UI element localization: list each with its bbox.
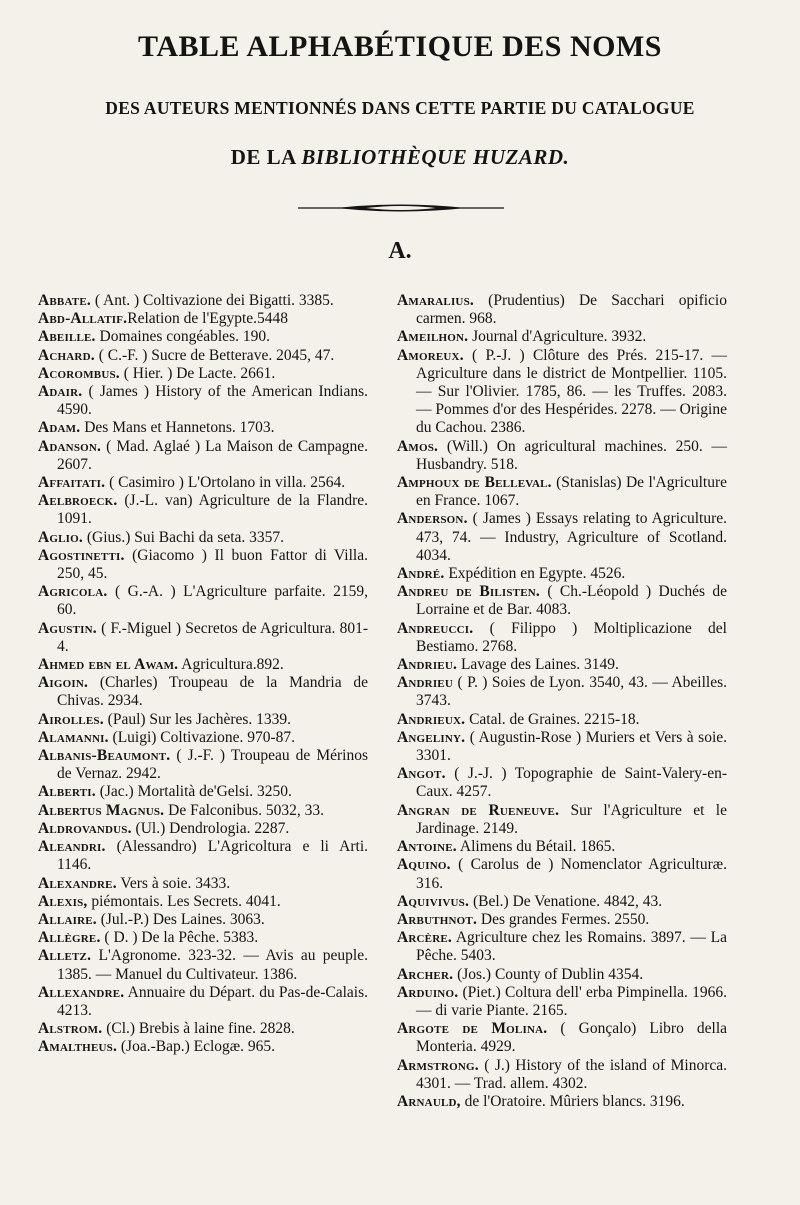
index-entry — [38, 711, 368, 729]
author-name: Adanson. — [38, 437, 102, 455]
index-entry — [397, 347, 727, 438]
entry-text: ( Ch.-Léopold ) Duchés de Lorraine et de Bar. 4083. — [416, 583, 728, 619]
entry-text: ( D. ) De la Pêche. 5383. — [100, 929, 259, 947]
author-name: André. — [397, 565, 445, 583]
index-entry — [38, 529, 368, 547]
left-column — [38, 292, 368, 1057]
index-entry — [38, 747, 368, 783]
entry-text: ( Hier. ) De Lacte. 2661. — [119, 364, 276, 382]
entry-text: (J.-L. van) Agriculture de la Flandre. 1091. — [57, 492, 368, 528]
author-name: Andrieu — [397, 674, 453, 692]
title-line-3-italic: BIBLIOTHÈQUE HUZARD. — [301, 145, 570, 169]
author-name: Andreucci. — [397, 619, 474, 637]
entry-text: Annuaire du Départ. du Pas-de-Calais. 4213. — [57, 983, 368, 1019]
entry-text: ( Augustin-Rose ) Muriers et Vers à soie. 3301. — [416, 728, 727, 765]
entry-text: ( Mad. Aglaé ) La Maison de Campagne. 2607. — [57, 437, 368, 473]
index-entry — [38, 875, 368, 893]
index-entry — [38, 492, 368, 528]
entry-text: (Giacomo ) Il buon Fattor di Villa. 250, 45. — [57, 546, 368, 583]
index-entry — [38, 547, 368, 583]
entry-text: ( Casimiro ) L'Ortolano in villa. 2564. — [105, 474, 346, 492]
index-entry — [397, 711, 727, 729]
index-entry — [397, 893, 727, 911]
entry-text: (Ul.) Dendrologia. 2287. — [131, 819, 290, 837]
index-entry — [397, 620, 727, 656]
author-name: Ahmed ebn el Awam. — [38, 656, 179, 674]
entry-text: Expédition en Egypte. 4526. — [444, 565, 626, 583]
entry-text: (Charles) Troupeau de la Mandria de Chivas. 2934. — [57, 674, 368, 710]
index-entry — [38, 474, 368, 492]
entry-text: (Prudentius) De Sacchari opificio carmen. 968. — [416, 292, 727, 328]
index-entry — [38, 729, 368, 747]
index-entry — [38, 674, 368, 710]
author-name: Abbate. — [38, 292, 91, 309]
author-name: Airolles. — [38, 710, 104, 728]
index-entry — [38, 583, 368, 619]
index-entry — [397, 911, 727, 929]
author-name: Argote de Molina. — [397, 1020, 548, 1038]
entry-text: (Jul.-P.) Des Laines. 3063. — [96, 910, 265, 928]
index-entry — [397, 984, 727, 1020]
author-name: Aleandri. — [38, 838, 106, 856]
index-entry — [38, 893, 368, 911]
entry-text: (Luigi) Coltivazione. 970-87. — [108, 728, 296, 746]
title-line-3-prefix: DE LA — [230, 145, 302, 169]
index-entry — [397, 583, 727, 619]
entry-text: L'Agronome. 323-32. — Avis au peuple. 1385. — Manuel du Cultivateur. 1386. — [57, 947, 368, 983]
index-entry — [38, 820, 368, 838]
entry-text: (Piet.) Coltura dell' erba Pimpinella. 1966. — di varie Piante. 2165. — [416, 983, 727, 1019]
author-name: Alamanni. — [38, 728, 109, 746]
entry-text: ( P. ) Soies de Lyon. 3540, 43. — Abeilles. 3743. — [416, 674, 727, 710]
entry-text: Des grandes Fermes. 2550. — [477, 910, 650, 928]
author-name: Abeille. — [38, 328, 96, 346]
index-entry — [38, 419, 368, 437]
author-name: Agustin. — [38, 619, 97, 637]
index-entry — [38, 947, 368, 983]
index-entry — [38, 656, 368, 674]
entry-text: Sur l'Agriculture et le Jardinage. 2149. — [416, 801, 727, 837]
entry-text: ( Carolus de ) Nomenclator Agriculturæ. 316. — [416, 856, 727, 892]
author-name: Arduino. — [397, 983, 459, 1001]
author-name: Agricola. — [38, 583, 108, 601]
index-entry — [397, 1093, 727, 1111]
title-line-1: TABLE ALPHABÉTIQUE DES NOMS — [138, 30, 662, 63]
author-name: Archer. — [397, 965, 454, 983]
index-entry — [38, 328, 368, 346]
author-name: Arcère. — [397, 929, 452, 947]
entry-text: ( F.-Miguel ) Secretos de Agricultura. 801-4. — [57, 619, 368, 655]
entry-text: ( G.-A. ) L'Agriculture parfaite. 2159, 60. — [57, 583, 368, 619]
entry-text: Alimens du Bétail. 1865. — [456, 838, 616, 856]
entry-text: Des Mans et Hannetons. 1703. — [80, 419, 275, 437]
author-name: Amphoux de Belleval. — [397, 474, 552, 492]
author-name: Achard. — [38, 346, 95, 364]
author-name: Alexandre. — [38, 874, 117, 892]
title-line-3 — [0, 145, 800, 170]
author-name: Allègre. — [38, 929, 101, 947]
index-entry — [38, 347, 368, 365]
entry-text: ( C.-F. ) Sucre de Betterave. 2045, 47. — [94, 346, 335, 364]
index-entry — [397, 802, 727, 838]
entry-text: (Paul) Sur les Jachères. 1339. — [103, 710, 292, 728]
author-name: Affaitati. — [38, 474, 106, 492]
author-name: Alstrom. — [38, 1020, 103, 1038]
index-entry — [397, 292, 727, 328]
entry-text: Agricultura.892. — [178, 656, 284, 674]
entry-text: ( James ) History of the American Indians. 4590. — [57, 383, 368, 419]
index-entry — [397, 838, 727, 856]
author-name: Aglio. — [38, 528, 83, 546]
author-name: Ameilhon. — [397, 328, 469, 346]
entry-text: (Will.) On agricultural machines. 250. — Husbandry. 518. — [416, 437, 727, 473]
author-name: Andrieux. — [397, 710, 466, 728]
entry-text: Agriculture chez les Romains. 3897. — La Pêche. 5403. — [416, 929, 727, 965]
section-letter: A. — [388, 238, 412, 264]
index-entry — [38, 620, 368, 656]
index-entry — [397, 674, 727, 710]
entry-text: (Alessandro) L'Agricoltura e li Arti. 1146. — [57, 838, 368, 874]
index-entry — [397, 1057, 727, 1093]
author-name: Arnauld, — [397, 1092, 461, 1110]
entry-text: ( P.-J. ) Clôture des Prés. 215-17. — Agriculture dans le district de Montpellier. 1105. — Sur l'Olivier. 1785, 86. — les Truffes. 2083. — Pommes d'or des Hespérides. 2278. — Origine du Cachou. 2386. — [416, 346, 727, 437]
index-entry — [38, 310, 368, 328]
index-entry — [38, 802, 368, 820]
author-name: Alberti. — [38, 783, 96, 801]
entry-text: ( Ant. ) Coltivazione dei Bigatti. 3385. — [90, 292, 334, 309]
index-entry — [38, 383, 368, 419]
index-entry — [397, 328, 727, 346]
entry-text: ( James ) Essays relating to Agriculture. 473, 74. — Industry, Agriculture of Scotland. 4034. — [416, 510, 727, 564]
index-entry — [397, 656, 727, 674]
author-name: Anderson. — [397, 510, 468, 528]
entry-text: Journal d'Agriculture. 3932. — [468, 328, 647, 346]
index-entry — [38, 929, 368, 947]
author-name: Aquino. — [397, 856, 451, 874]
index-entry — [397, 856, 727, 892]
author-name: Adam. — [38, 419, 81, 437]
author-name: Aigoin. — [38, 674, 89, 692]
index-entry — [38, 438, 368, 474]
author-name: Aldrovandus. — [38, 819, 132, 837]
author-name: Arbuthnot. — [397, 910, 478, 928]
author-name: Alletz. — [38, 947, 92, 965]
author-name: Angeliny. — [397, 728, 466, 746]
author-name: Angran de Rueneuve. — [397, 801, 560, 819]
author-name: Amaltheus. — [38, 1038, 118, 1056]
entry-text: Catal. de Graines. 2215-18. — [465, 710, 640, 728]
title-line-2: DES AUTEURS MENTIONNÉS DANS CETTE PARTIE DU CATALOGUE — [105, 98, 695, 118]
index-entry — [38, 292, 368, 310]
index-entry — [397, 510, 727, 565]
author-name: Armstrong. — [397, 1056, 479, 1074]
entry-text: Relation de l'Egypte.5448 — [127, 310, 289, 328]
entry-text: ( Filippo ) Moltiplicazione del Bestiamo. 2768. — [416, 619, 727, 655]
entry-text: piémontais. Les Secrets. 4041. — [87, 892, 281, 910]
author-name: Andrieu. — [397, 656, 458, 674]
author-name: Aelbroeck. — [38, 492, 118, 510]
index-entry — [397, 966, 727, 984]
entry-text: ( Gonçalo) Libro della Monteria. 4929. — [416, 1020, 728, 1056]
index-entry — [397, 729, 727, 765]
index-entry — [38, 1020, 368, 1038]
entry-text: ( J.) History of the island of Minorca. 4301. — Trad. allem. 4302. — [416, 1056, 727, 1092]
entry-text: de l'Oratoire. Mûriers blancs. 3196. — [460, 1092, 685, 1110]
author-name: Albanis-Beaumont. — [38, 747, 171, 765]
author-name: Alexis, — [38, 892, 88, 910]
entry-text: ( J.-F. ) Troupeau de Mérinos de Vernaz. 2942. — [57, 747, 368, 783]
index-entry — [397, 1020, 727, 1056]
horizontal-rule-ornament-icon — [296, 200, 506, 216]
author-name: Adair. — [38, 383, 83, 401]
index-entry — [397, 565, 727, 583]
index-entry — [397, 474, 727, 510]
author-name: Albertus Magnus. — [38, 801, 165, 819]
entry-text: Lavage des Laines. 3149. — [457, 656, 619, 674]
entry-text: (Bel.) De Venatione. 4842, 43. — [469, 892, 663, 910]
author-name: Allexandre. — [38, 983, 125, 1001]
entry-text: Vers à soie. 3433. — [116, 874, 231, 892]
index-entry — [38, 911, 368, 929]
entry-text: De Falconibus. 5032, 33. — [164, 801, 324, 819]
author-name: Amos. — [397, 437, 439, 455]
index-entry — [397, 438, 727, 474]
index-entry — [397, 765, 727, 801]
entry-text: (Jos.) County of Dublin 4354. — [453, 965, 644, 983]
entry-text: (Gius.) Sui Bachi da seta. 3357. — [83, 528, 285, 546]
author-name: Antoine. — [397, 838, 457, 856]
entry-text: ( J.-J. ) Topographie de Saint-Valery-en-Caux. 4257. — [416, 765, 727, 801]
author-name: Amoreux. — [397, 346, 464, 364]
author-name: Amaralius. — [397, 292, 474, 309]
author-name: Angot. — [397, 765, 446, 783]
index-entry — [397, 929, 727, 965]
index-entry — [38, 984, 368, 1020]
author-name: Agostinetti. — [38, 546, 125, 564]
entry-text: Domaines congéables. 190. — [95, 328, 270, 346]
entry-text: (Joa.-Bap.) Eclogæ. 965. — [117, 1038, 275, 1056]
right-column — [397, 292, 727, 1111]
index-entry — [38, 783, 368, 801]
entry-text: (Jac.) Mortalità de'Gelsi. 3250. — [95, 783, 292, 801]
author-name: Abd-Allatif. — [38, 310, 128, 328]
author-name: Andreu de Bilisten. — [397, 583, 540, 601]
author-name: Allaire. — [38, 910, 97, 928]
index-entry — [38, 838, 368, 874]
index-entry — [38, 365, 368, 383]
author-name: Acorombus. — [38, 364, 120, 382]
author-name: Aquivivus. — [397, 892, 470, 910]
entry-text: (Stanislas) De l'Agriculture en France. 1067. — [416, 474, 727, 510]
index-entry — [38, 1038, 368, 1056]
entry-text: (Cl.) Brebis à laine fine. 2828. — [102, 1020, 295, 1038]
